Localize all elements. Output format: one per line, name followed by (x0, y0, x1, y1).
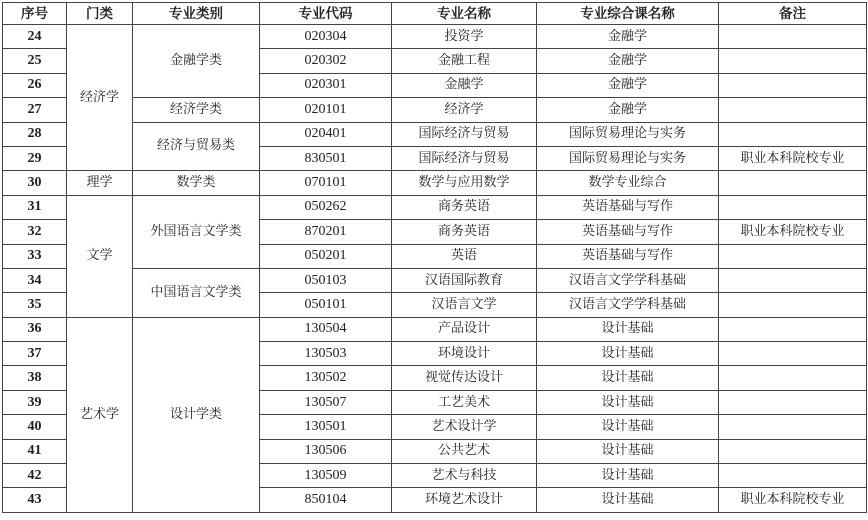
table-row (3, 171, 867, 195)
category-cell: 中国语言文学类 (133, 268, 260, 317)
row-major: 英语 (392, 244, 537, 268)
row-code: 130502 (260, 366, 392, 390)
row-course: 金融学 (537, 98, 719, 122)
row-course: 国际贸易理论与实务 (537, 122, 719, 146)
row-course: 金融学 (537, 25, 719, 49)
row-major: 汉语国际教育 (392, 268, 537, 292)
row-course: 设计基础 (537, 488, 719, 512)
row-code: 050101 (260, 293, 392, 317)
header-major: 专业名称 (392, 3, 537, 25)
header-course: 专业综合课名称 (537, 3, 719, 25)
row-no: 26 (3, 73, 67, 97)
row-code: 020301 (260, 73, 392, 97)
row-code: 050103 (260, 268, 392, 292)
row-note (719, 268, 867, 292)
majors-table-container (2, 2, 867, 513)
row-note: 职业本科院校专业 (719, 146, 867, 170)
row-note (719, 25, 867, 49)
row-course: 设计基础 (537, 317, 719, 341)
row-code: 070101 (260, 171, 392, 195)
group-cell: 文学 (67, 195, 133, 317)
row-note: 职业本科院校专业 (719, 488, 867, 512)
row-major: 艺术与科技 (392, 464, 537, 488)
row-course: 英语基础与写作 (537, 244, 719, 268)
category-cell: 经济与贸易类 (133, 122, 260, 171)
category-cell: 外国语言文学类 (133, 195, 260, 268)
header-no: 序号 (3, 3, 67, 25)
row-code: 850104 (260, 488, 392, 512)
row-code: 830501 (260, 146, 392, 170)
row-code: 050201 (260, 244, 392, 268)
row-no: 31 (3, 195, 67, 219)
row-note (719, 415, 867, 439)
row-major: 环境艺术设计 (392, 488, 537, 512)
row-no: 35 (3, 293, 67, 317)
row-note (719, 293, 867, 317)
row-no: 43 (3, 488, 67, 512)
row-course: 设计基础 (537, 464, 719, 488)
row-course: 金融学 (537, 73, 719, 97)
row-code: 020302 (260, 49, 392, 73)
row-major: 工艺美术 (392, 390, 537, 414)
row-major: 国际经济与贸易 (392, 146, 537, 170)
row-no: 29 (3, 146, 67, 170)
table-row (3, 98, 867, 122)
row-major: 产品设计 (392, 317, 537, 341)
row-no: 27 (3, 98, 67, 122)
row-major: 金融工程 (392, 49, 537, 73)
row-no: 38 (3, 366, 67, 390)
row-no: 32 (3, 220, 67, 244)
row-major: 商务英语 (392, 195, 537, 219)
row-code: 130507 (260, 390, 392, 414)
row-no: 42 (3, 464, 67, 488)
row-code: 020304 (260, 25, 392, 49)
table-row (3, 195, 867, 219)
row-note (719, 317, 867, 341)
row-course: 汉语言文学学科基础 (537, 268, 719, 292)
row-no: 24 (3, 25, 67, 49)
row-no: 34 (3, 268, 67, 292)
header-group: 门类 (67, 3, 133, 25)
table-row (3, 122, 867, 146)
row-no: 41 (3, 439, 67, 463)
row-major: 商务英语 (392, 220, 537, 244)
row-note (719, 49, 867, 73)
table-row (3, 25, 867, 49)
row-no: 40 (3, 415, 67, 439)
row-major: 视觉传达设计 (392, 366, 537, 390)
row-note (719, 195, 867, 219)
category-cell: 设计学类 (133, 317, 260, 512)
group-cell: 艺术学 (67, 317, 133, 512)
row-course: 汉语言文学学科基础 (537, 293, 719, 317)
header-row (3, 3, 867, 25)
row-no: 28 (3, 122, 67, 146)
row-major: 金融学 (392, 73, 537, 97)
row-no: 37 (3, 342, 67, 366)
row-major: 汉语言文学 (392, 293, 537, 317)
row-note (719, 390, 867, 414)
category-cell: 经济学类 (133, 98, 260, 122)
row-note (719, 98, 867, 122)
row-major: 艺术设计学 (392, 415, 537, 439)
row-major: 数学与应用数学 (392, 171, 537, 195)
header-note: 备注 (719, 3, 867, 25)
row-code: 050262 (260, 195, 392, 219)
row-no: 33 (3, 244, 67, 268)
row-no: 36 (3, 317, 67, 341)
row-major: 投资学 (392, 25, 537, 49)
row-code: 130503 (260, 342, 392, 366)
row-code: 130506 (260, 439, 392, 463)
row-code: 130501 (260, 415, 392, 439)
row-note (719, 122, 867, 146)
table-row (3, 268, 867, 292)
row-course: 数学专业综合 (537, 171, 719, 195)
row-major: 国际经济与贸易 (392, 122, 537, 146)
row-note (719, 244, 867, 268)
row-code: 020401 (260, 122, 392, 146)
row-course: 设计基础 (537, 439, 719, 463)
group-cell: 理学 (67, 171, 133, 195)
row-no: 39 (3, 390, 67, 414)
majors-table (2, 2, 867, 513)
row-note (719, 464, 867, 488)
row-note: 职业本科院校专业 (719, 220, 867, 244)
row-major: 经济学 (392, 98, 537, 122)
row-no: 25 (3, 49, 67, 73)
group-cell: 经济学 (67, 25, 133, 171)
row-note (719, 171, 867, 195)
header-category: 专业类别 (133, 3, 260, 25)
row-note (719, 73, 867, 97)
category-cell: 数学类 (133, 171, 260, 195)
row-course: 设计基础 (537, 415, 719, 439)
row-course: 设计基础 (537, 342, 719, 366)
row-course: 金融学 (537, 49, 719, 73)
row-code: 130509 (260, 464, 392, 488)
category-cell: 金融学类 (133, 25, 260, 98)
row-note (719, 439, 867, 463)
row-course: 设计基础 (537, 366, 719, 390)
row-note (719, 366, 867, 390)
row-major: 环境设计 (392, 342, 537, 366)
header-code: 专业代码 (260, 3, 392, 25)
row-course: 国际贸易理论与实务 (537, 146, 719, 170)
row-note (719, 342, 867, 366)
row-code: 870201 (260, 220, 392, 244)
row-major: 公共艺术 (392, 439, 537, 463)
row-code: 020101 (260, 98, 392, 122)
row-no: 30 (3, 171, 67, 195)
row-course: 英语基础与写作 (537, 220, 719, 244)
row-course: 设计基础 (537, 390, 719, 414)
row-course: 英语基础与写作 (537, 195, 719, 219)
row-code: 130504 (260, 317, 392, 341)
table-row (3, 317, 867, 341)
